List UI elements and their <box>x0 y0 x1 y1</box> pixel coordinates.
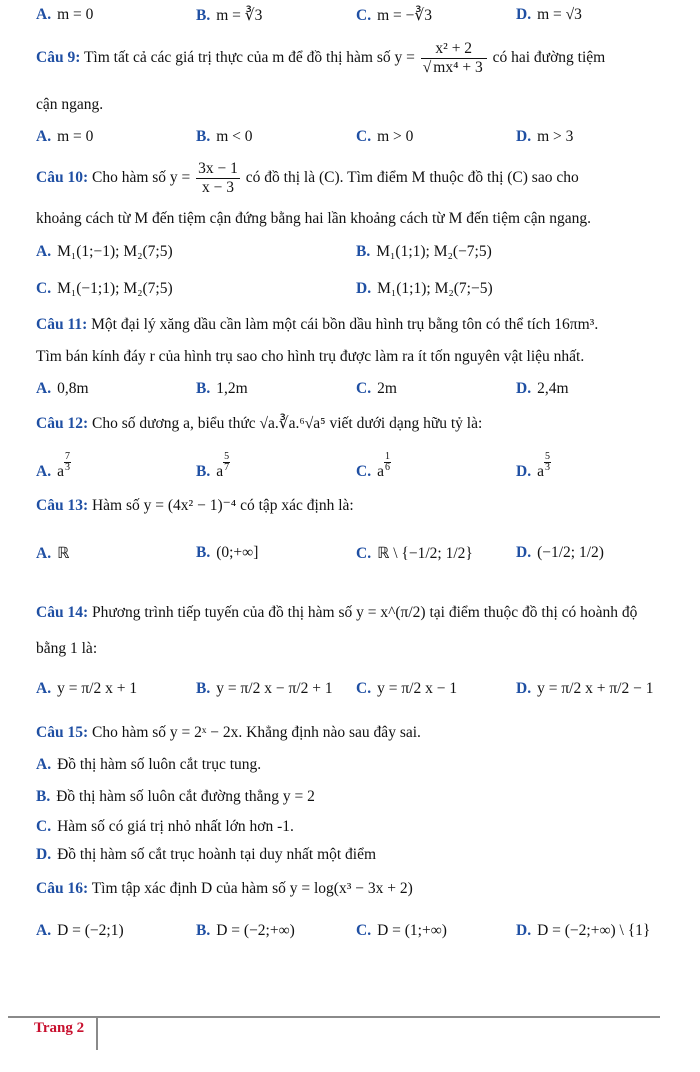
option-c: C. m > 0 <box>356 128 414 145</box>
option-d: D. D = (−2;+∞) \ {1} <box>516 922 651 939</box>
option-b: B. (0;+∞] <box>196 544 259 561</box>
question-text: Một đại lý xăng dầu cần làm một cái bồn dầu hình trụ bằng tôn có thể tích 16πm³. <box>91 316 599 333</box>
expression: y = (4x² − 1)⁻⁴ <box>143 497 237 514</box>
question-text-after: viết dưới dạng hữu tỷ là: <box>329 415 483 432</box>
question-12 <box>36 414 482 433</box>
question-label: Câu 16: <box>36 880 89 897</box>
question-11 <box>36 316 598 334</box>
function-fraction <box>421 40 487 77</box>
option-d: D. M₁(1;1); M₂(7;−5) <box>356 280 493 297</box>
question-text-after: có hai đường tiệm <box>492 49 606 67</box>
question-14-continuation: bằng 1 là: <box>36 640 98 657</box>
option-b: B. y = π/2 x − π/2 + 1 <box>196 680 333 697</box>
option-c: C. M₁(−1;1); M₂(7;5) <box>36 280 173 297</box>
option-a: A. ℝ <box>36 545 70 562</box>
question-10-continuation: khoảng cách từ M đến tiệm cận đứng bằng hai lần khoảng cách từ M đến tiệm cận ngang. <box>36 210 592 227</box>
question-text-after: có đồ thị là (C). Tìm điểm M thuộc đồ thị (C) sao cho <box>245 169 579 187</box>
question-11-continuation: Tìm bán kính đáy r của hình trụ sao cho hình trụ được làm ra ít tốn nguyên vật liệu nhất. <box>36 348 585 365</box>
question-label: Câu 13: <box>36 497 89 514</box>
question-text: Cho số dương a, biểu thức <box>91 415 256 432</box>
option-d: D. m > 3 <box>516 128 574 145</box>
question-text: Phương trình tiếp tuyến của đồ thị hàm số <box>91 604 353 621</box>
question-9-continuation: cận ngang. <box>36 96 104 113</box>
q15-option-c: C. Hàm số có giá trị nhỏ nhất lớn hơn -1. <box>36 818 294 835</box>
question-label: Câu 14: <box>36 604 89 621</box>
question-label: Câu 10: <box>36 169 89 187</box>
question-text: Cho hàm số <box>91 724 167 741</box>
option-a: A. a $\frac{7}{3}$ <box>36 451 70 481</box>
option-c: C. D = (1;+∞) <box>356 922 447 939</box>
question-text-after: có tập xác định là: <box>240 497 354 514</box>
question-text-after: . Khẳng định nào sau đây sai. <box>238 724 421 741</box>
option-a: A. y = π/2 x + 1 <box>36 680 138 697</box>
fraction-numerator: x² + 2 <box>421 40 487 59</box>
question-text: Hàm số <box>91 497 140 514</box>
question-9 <box>36 40 605 77</box>
question-13 <box>36 496 354 515</box>
question-text-after: tại điểm thuộc đồ thị có hoành độ <box>429 604 638 621</box>
option-b: B. m = ∛3 <box>196 7 263 24</box>
function-prefix: y = <box>394 49 415 67</box>
expression: y = 2ˣ − 2x <box>169 724 239 741</box>
question-label: Câu 15: <box>36 724 89 741</box>
function-fraction <box>196 160 240 197</box>
option-b: B. M₁(1;1); M₂(−7;5) <box>356 243 492 260</box>
option-a: A. 0,8m <box>36 380 89 397</box>
page-number: Trang 2 <box>34 1020 85 1036</box>
question-label: Câu 11: <box>36 316 88 333</box>
option-b: B. D = (−2;+∞) <box>196 922 295 939</box>
option-c: C. y = π/2 x − 1 <box>356 680 458 697</box>
option-a: A. M₁(1;−1); M₂(7;5) <box>36 243 173 260</box>
expression: √a.∛a.⁶√a⁵ <box>259 415 326 432</box>
question-text: Tìm tập xác định D của hàm số <box>91 880 286 897</box>
q15-option-a: A. Đồ thị hàm số luôn cắt trục tung. <box>36 756 262 773</box>
q15-option-d: D. Đồ thị hàm số cắt trục hoành tại duy nhất một điểm <box>36 846 377 863</box>
option-d: D. m = √3 <box>516 6 582 23</box>
option-d: D. a $\frac{5}{3}$ <box>516 451 550 481</box>
expression: y = log(x³ − 3x + 2) <box>289 880 413 897</box>
option-a: A. m = 0 <box>36 6 94 23</box>
q15-option-b: B. Đồ thị hàm số luôn cắt đường thẳng y = 2 <box>36 788 315 805</box>
question-10 <box>36 160 579 197</box>
fraction-denominator: √ mx⁴ + 3 <box>422 59 483 76</box>
option-c: C. 2m <box>356 380 397 397</box>
option-c: C. m = −∛3 <box>356 7 432 24</box>
function-prefix: y = <box>169 169 191 187</box>
question-text: Tìm tất cả các giá trị thực của m để đồ thị hàm số <box>83 49 391 67</box>
option-d: D. (−1/2; 1/2) <box>516 544 604 561</box>
option-a: A. m = 0 <box>36 128 94 145</box>
option-b: B. a $\frac{5}{7}$ <box>196 451 230 481</box>
fraction-denominator: x − 3 <box>202 179 235 196</box>
question-14 <box>36 604 637 622</box>
option-c: C. a $\frac{1}{6}$ <box>356 451 390 481</box>
option-c: C. ℝ \ {−1/2; 1/2} <box>356 545 473 562</box>
fraction-numerator: 3x − 1 <box>198 160 238 177</box>
footer-divider <box>8 1016 660 1018</box>
question-label: Câu 12: <box>36 415 89 432</box>
question-15 <box>36 724 421 742</box>
option-a: A. D = (−2;1) <box>36 922 124 939</box>
option-d: D. y = π/2 x + π/2 − 1 <box>516 680 654 697</box>
option-b: B. 1,2m <box>196 380 248 397</box>
question-text: Cho hàm số <box>91 169 167 187</box>
option-d: D. 2,4m <box>516 380 569 397</box>
question-16 <box>36 880 413 898</box>
question-label: Câu 9: <box>36 49 81 67</box>
expression: y = x^(π/2) <box>356 604 426 621</box>
option-b: B. m < 0 <box>196 128 253 145</box>
footer-vertical-divider <box>96 1018 98 1050</box>
